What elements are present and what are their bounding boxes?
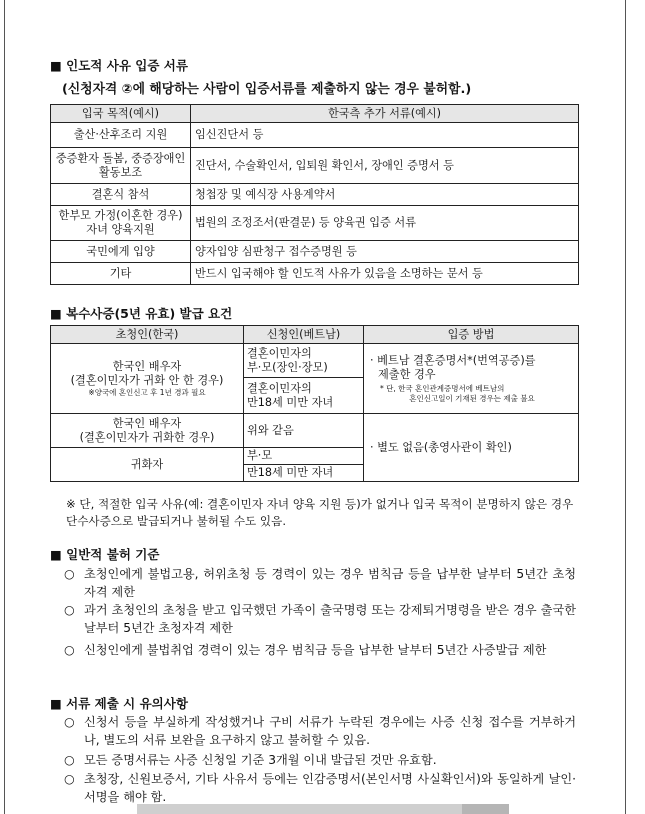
table-row	[51, 206, 579, 241]
table-row	[51, 148, 579, 184]
proof-line: · 베트남 결혼증명서*(번역공증)를	[370, 353, 536, 367]
inviter-line: 한국인 배우자	[112, 359, 182, 373]
list-item-text: 신청서 등을 부실하게 작성했거나 구비 서류가 누락된 경우에는 사증 신청 접수를 거부하거나, 별도의 서류 보완을 요구하지 않고 불허할 수 있음.	[84, 715, 576, 748]
proof-note: * 단, 한국 혼인관계증명서에 베트남의	[380, 383, 505, 393]
inviter-cell	[51, 344, 244, 414]
purpose-cell: 출산·산후조리 지원	[51, 123, 191, 148]
docs-cell: 법원의 조정조서(판결문) 등 양육권 입증 서류	[191, 206, 579, 241]
inviter-line: (결혼이민자가 귀화 안 한 경우)	[70, 373, 224, 387]
docs-cell: 임신진단서 등	[191, 123, 579, 148]
col-header-applicant: 신청인(베트남)	[244, 326, 364, 344]
section-heading-humanitarian: ■ 인도적 사유 입증 서류	[50, 58, 188, 73]
page-left-border	[4, 0, 5, 814]
purpose-cell: 결혼식 참석	[51, 184, 191, 206]
list-item-text: 초청인에게 불법고용, 허위초청 등 경력이 있는 경우 범칙금 등을 납부한 날부터 5년간 초청자격 제한	[84, 567, 576, 600]
docs-cell: 양자입양 심판청구 접수증명원 등	[191, 241, 579, 263]
list-item	[64, 751, 576, 769]
applicant-cell: 만18세 미만 자녀	[244, 465, 364, 482]
applicant-line: 결혼이민자의	[247, 346, 312, 360]
applicant-line: 결혼이민자의	[247, 381, 312, 395]
table-row	[51, 344, 579, 378]
list-item	[64, 713, 576, 749]
col-header-inviter: 초청인(한국)	[51, 326, 244, 344]
bullet-circle: ○	[64, 753, 75, 767]
purpose-cell: 국민에게 입양	[51, 241, 191, 263]
table-row	[51, 123, 579, 148]
list-item-text: 모든 증명서류는 사증 신청일 기준 3개월 이내 발급된 것만 유효함.	[84, 753, 437, 767]
applicant-cell: 부·모	[244, 448, 364, 465]
list-item	[64, 641, 576, 659]
humanitarian-docs-table	[50, 104, 579, 285]
col-header-docs: 한국측 추가 서류(예시)	[191, 105, 579, 123]
multiple-visa-table	[50, 325, 579, 482]
bullet-circle: ○	[64, 643, 75, 657]
bullet-circle: ○	[64, 567, 75, 581]
section-heading-submission-notes: ■ 서류 제출 시 유의사항	[50, 696, 188, 711]
section-heading-multiple-visa: ■ 복수사증(5년 유효) 발급 요건	[50, 306, 233, 321]
inviter-cell: 귀화자	[51, 448, 244, 482]
inviter-note: ※양국에 혼인신고 후 1년 경과 필요	[88, 387, 206, 397]
purpose-cell: 기타	[51, 263, 191, 285]
table-row	[51, 263, 579, 285]
table-row	[51, 414, 579, 448]
col-header-proof: 입증 방법	[364, 326, 579, 344]
bullet-circle: ○	[64, 603, 75, 617]
table-row	[51, 241, 579, 263]
purpose-cell: 중증환자 돌봄, 중증장애인 활동보조	[51, 148, 191, 184]
proof-line: 제출한 경우	[378, 367, 436, 381]
list-item	[64, 770, 576, 806]
docs-cell: 청첩장 및 예식장 사용계약서	[191, 184, 579, 206]
applicant-cell	[244, 378, 364, 414]
viewer-toolbar[interactable]	[137, 804, 509, 814]
applicant-line: 부·모(장인·장모)	[247, 360, 328, 374]
docs-cell: 진단서, 수술확인서, 입퇴원 확인서, 장애인 증명서 등	[191, 148, 579, 184]
inviter-line: (결혼이민자가 귀화한 경우)	[79, 430, 215, 444]
bullet-circle: ○	[64, 715, 75, 729]
list-item-text: 초청장, 신원보증서, 기타 사유서 등에는 인감증명서(본인서명 사실확인서)와 동일하게 날인·서명을 해야 함.	[84, 772, 576, 805]
inviter-cell	[51, 414, 244, 448]
proof-cell	[364, 344, 579, 414]
proof-cell: · 별도 없음(총영사관이 확인)	[364, 414, 579, 482]
bullet-circle: ○	[64, 772, 75, 786]
list-item-text: 신청인에게 불법취업 경력이 있는 경우 범칙금 등을 납부한 날부터 5년간 사증발급 제한	[84, 643, 547, 657]
purpose-cell: 한부모 가정(이혼한 경우) 자녀 양육지원	[51, 206, 191, 241]
table-row	[51, 184, 579, 206]
applicant-line: 만18세 미만 자녀	[247, 395, 334, 409]
proof-note: 혼인신고일이 기재된 경우는 제출 불요	[409, 393, 535, 403]
note-text: ※ 단, 적절한 입국 사유(예: 결혼이민자 자녀 양육 지원 등)가 없거나 입국 목적이 분명하지 않은 경우 단수사증으로 발급되거나 불허될 수도 있음.	[66, 497, 574, 528]
applicant-cell: 위와 같음	[244, 414, 364, 448]
section-subheading: (신청자격 ②에 해당하는 사람이 입증서류를 제출하지 않는 경우 불허함.)	[62, 82, 472, 97]
list-item-text: 과거 초청인의 초청을 받고 입국했던 가족이 출국명령 또는 강제퇴거명령을 받은 경우 출국한 날부터 5년간 초청자격 제한	[84, 603, 576, 636]
inviter-line: 한국인 배우자	[112, 416, 182, 430]
col-header-purpose: 입국 목적(예시)	[51, 105, 191, 123]
applicant-cell	[244, 344, 364, 378]
toolbar-segment[interactable]	[462, 804, 509, 814]
docs-cell: 반드시 입국해야 할 인도적 사유가 있음을 소명하는 문서 등	[191, 263, 579, 285]
list-item	[64, 601, 576, 637]
list-item	[64, 565, 576, 601]
section-heading-rejection: ■ 일반적 불허 기준	[50, 547, 160, 562]
page-right-border	[625, 0, 626, 814]
